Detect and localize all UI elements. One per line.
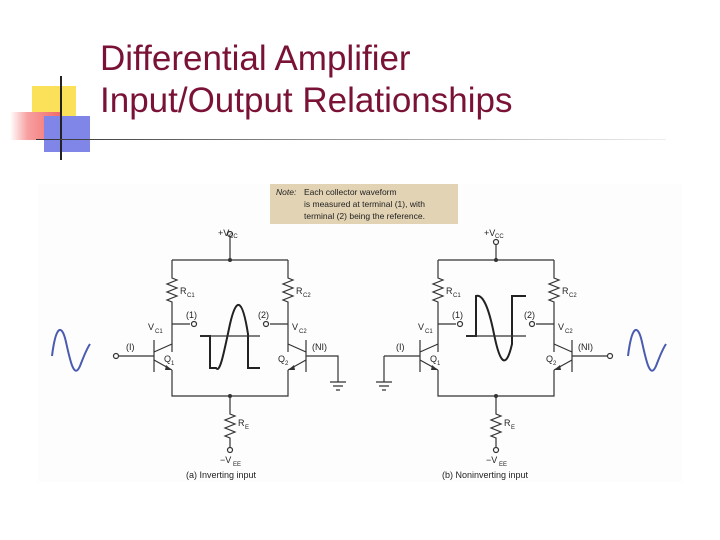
slide-title <box>100 38 512 122</box>
terminal-2-label-b: (2) <box>524 310 535 320</box>
q2-sub-b: 2 <box>553 361 557 367</box>
rc1-label-a: R <box>180 286 187 296</box>
vc2-label-b: V <box>558 322 565 332</box>
q1-label-b: Q <box>430 354 438 364</box>
input-sine-wave-b <box>628 330 666 371</box>
slide-title-line-1: Differential Amplifier <box>100 39 411 78</box>
q1-sub-b: 1 <box>437 361 441 367</box>
circuit-b-noninverting <box>376 228 666 480</box>
caption-b: (b) Noninverting input <box>442 470 529 480</box>
vc1-sub-a: C1 <box>155 329 163 335</box>
note-line-3: terminal (2) being the reference. <box>304 211 425 221</box>
title-underline <box>36 139 666 140</box>
vcc-label-a: +V <box>218 228 230 238</box>
inverting-input-label-a: (I) <box>126 342 135 352</box>
circuit-diagram <box>38 184 682 482</box>
vc2-sub-b: C2 <box>565 329 573 335</box>
vee-label-b: −V <box>486 455 498 465</box>
re-sub-a: E <box>245 425 250 431</box>
circuit-figure <box>38 184 682 482</box>
terminal-2-label-a: (2) <box>258 310 269 320</box>
output-wave-b <box>466 296 526 361</box>
decor-vertical-line <box>60 76 62 160</box>
note-label: Note: <box>276 187 297 197</box>
noninverting-input-label-b: (NI) <box>578 342 593 352</box>
rc2-sub-b: C2 <box>569 293 577 299</box>
rc2-sub-a: C2 <box>303 293 311 299</box>
decor-blue-square <box>44 116 90 152</box>
vc1-label-b: V <box>418 322 425 332</box>
noninverting-input-label-a: (NI) <box>312 342 327 352</box>
note-box <box>270 184 458 224</box>
vcc-sub-b: CC <box>495 234 504 240</box>
rc1-sub-b: C1 <box>453 293 461 299</box>
note-line-1: Each collector waveform <box>304 187 397 197</box>
vee-sub-b: EE <box>499 462 508 468</box>
caption-a: (a) Inverting input <box>186 470 257 480</box>
slide-title-line-2: Input/Output Relationships <box>100 81 513 120</box>
inverting-input-label-b: (I) <box>396 342 405 352</box>
q2-label-b: Q <box>546 354 554 364</box>
q1-label-a: Q <box>164 354 172 364</box>
q2-sub-a: 2 <box>285 361 289 367</box>
vc1-sub-b: C1 <box>425 329 433 335</box>
re-label-b: R <box>504 418 511 428</box>
vc1-label-a: V <box>148 322 155 332</box>
rc1-sub-a: C1 <box>187 293 195 299</box>
rc2-label-a: R <box>296 286 303 296</box>
input-sine-wave-a <box>52 330 90 371</box>
rc1-label-b: R <box>446 286 453 296</box>
re-sub-b: E <box>511 425 516 431</box>
vc2-label-a: V <box>292 322 299 332</box>
terminal-1-label-a: (1) <box>186 310 197 320</box>
vcc-sub-a: CC <box>229 234 238 240</box>
vee-sub-a: EE <box>233 462 242 468</box>
rc2-label-b: R <box>562 286 569 296</box>
q1-sub-a: 1 <box>171 361 175 367</box>
terminal-1-label-b: (1) <box>452 310 463 320</box>
note-line-2: is measured at terminal (1), with <box>304 199 425 209</box>
re-label-a: R <box>238 418 245 428</box>
output-wave-a <box>200 305 260 369</box>
vc2-sub-a: C2 <box>299 329 307 335</box>
circuit-a-inverting <box>52 228 346 480</box>
vee-label-a: −V <box>220 455 232 465</box>
vcc-label-b: +V <box>484 228 496 238</box>
q2-label-a: Q <box>278 354 286 364</box>
